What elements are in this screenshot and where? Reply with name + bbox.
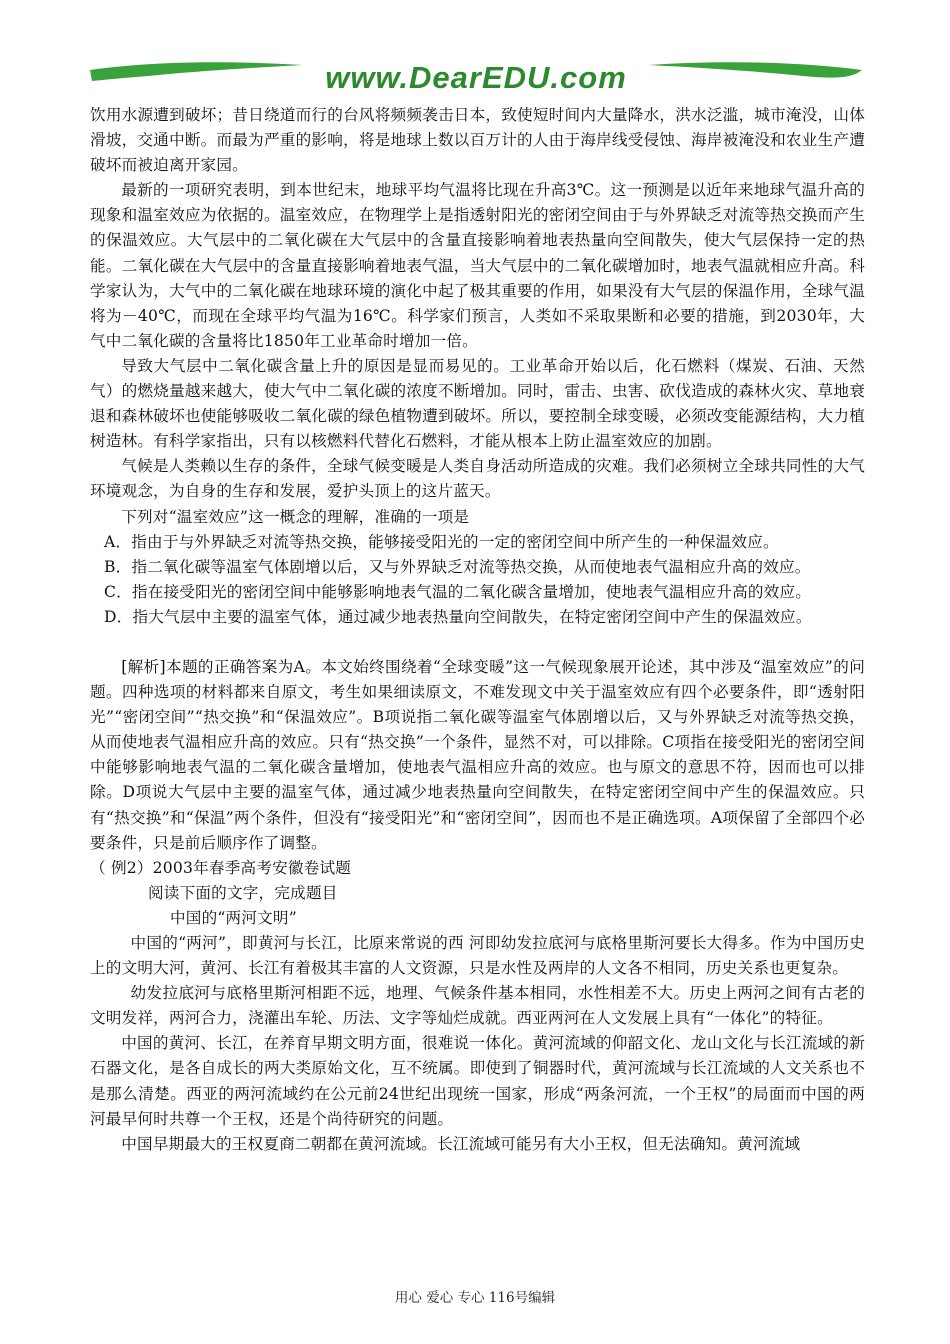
brush-stroke-left: [90, 62, 303, 81]
paragraph: 饮用水源遭到破坏；昔日绕道而行的台风将频频袭击日本，致使短时间内大量降水，洪水泛滥，城市淹没，山体滑坡，交通中断。而最为严重的影响，将是地球上数以百万计的人由于海岸线受侵蚀、海岸被淹没和农业生产遭破坏而被迫离开家园。: [90, 106, 865, 175]
paragraph: 幼发拉底河与底格里斯河相距不远，地理、气候条件基本相同，水性相差不大。历史上两河之间有古老的 文明发祥，两河合力，浇灌出车轮、历法、文字等灿烂成就。西亚两河在人文发展上具有“一体化”的特征。: [90, 984, 865, 1028]
article-body: [90, 103, 865, 1157]
header-banner: [88, 56, 864, 102]
example-instruction: 阅读下面的文字，完成题目: [148, 883, 338, 902]
example-title: 中国的“两河文明”: [170, 908, 297, 927]
question-stem: 下列对“温室效应”这一概念的理解，准确的一项是: [121, 507, 470, 526]
site-logo[interactable]: www.DearEDU.com: [325, 60, 627, 95]
page-footer: 用心 爱心 专心 116号编辑: [394, 1290, 556, 1306]
example-label: （ 例2）2003年春季高考安徽卷试题: [90, 858, 352, 877]
option-a: A．指由于与外界缺乏对流等热交换，能够接受阳光的一定的密闭空间中所产生的一种保温效应。: [104, 532, 779, 551]
paragraph: 导致大气层中二氧化碳含量上升的原因是显而易见的。工业革命开始以后，化石燃料（煤炭、石油、天然气）的燃烧量越来越大，使大气中二氧化碳的浓度不断增加。同时，雷击、虫害、砍伐造成的森林火灾、草地衰退和森林破坏也使能够吸收二氧化碳的绿色植物遭到破坏。所以，要控制全球变暖，必须改变能源结构，大力植树造林。有科学家指出，只有以核燃料代替化石燃料，才能从根本上防止温室效应的加剧。: [90, 356, 865, 451]
brush-stroke-right: [648, 62, 862, 77]
paragraph: 中国的黄河、长江，在养育早期文明方面，很难说一体化。黄河流域的仰韶文化、龙山文化与长江流域的新石器文化，是各自成长的两大类原始文化，互不统属。即使到了铜器时代，黄河流域与长江流域的人文关系也不是那么清楚。西亚的两河流域约在公元前24世纪出现统一国家，形成“两条河流，一个王权”的局面而中国的两河最早何时共尊一个王权，还是个尚待研究的问题。: [90, 1034, 865, 1128]
paragraph: 中国早期最大的王权夏商二朝都在黄河流域。长江流域可能另有大小王权，但无法确知。黄河流域: [121, 1134, 801, 1153]
spacer: [90, 630, 865, 655]
site-header: [88, 56, 864, 102]
paragraph: 最新的一项研究表明，到本世纪末，地球平均气温将比现在升高3℃。这一预测是以近年来地球气温升高的现象和温室效应为依据的。温室效应，在物理学上是指透射阳光的密闭空间由于与外界缺乏对流等热交换而产生的保温效应。大气层中的二氧化碳在大气层中的含量直接影响着地表热量向空间散失，使大气层保持一定的热能。二氧化碳在大气层中的含量直接影响着地表气温，当大气层中的二氧化碳增加时，地表气温就相应升高。科学家认为，大气中的二氧化碳在地球环境的演化中起了极其重要的作用，如果没有大气层的保温作用，全球气温将为－40℃，而现在全球平均气温为16℃。科学家们预言，人类如不采取果断和必要的措施，到2030年，大气中二氧化碳的含量将比1850年工业革命时增加一倍。: [90, 181, 865, 350]
paragraph: 气候是人类赖以生存的条件，全球气候变暖是人类自身活动所造成的灾难。我们必须树立全球共同性的大气环境观念，为自身的生存和发展，爱护头顶上的这片蓝天。: [90, 457, 865, 501]
option-c: C．指在接受阳光的密闭空间中能够影响地表气温的二氧化碳含量增加，使地表气温相应升高的效应。: [104, 582, 812, 601]
analysis: [解析]本题的正确答案为A。本文始终围绕着“全球变暖”这一气候现象展开论述，其中涉及“温室效应”的问题。四种选项的材料都来自原文，考生如果细读原文，不难发现文中关于温室效应有四个必要条件，即“透射阳光”“密闭空间”“热交换”和“保温效应”。B项说指二氧化碳等温室气体剧增以后，又与外界缺乏对流等热交换，从而使地表气温相应升高的效应。只有“热交换”一个条件，显然不对，可以排除。C项指在接受阳光的密闭空间中能够影响地表气温的二氧化碳含量增加，使地表气温相应升高的效应。也与原文的意思不符，因而也可以排除。D项说大气层中主要的温室气体，通过减少地表热量向空间散失，在特定密闭空间中产生的保温效应。只有“热交换”和“保温”两个条件，但没有“接受阳光”和“密闭空间”，因而也不是正确选项。A项保留了全部四个必要条件，只是前后顺序作了调整。: [90, 657, 865, 852]
option-d: D．指大气层中主要的温室气体，通过减少地表热量向空间散失，在特定密闭空间中产生的保温效应。: [104, 607, 812, 626]
option-b: B．指二氧化碳等温室气体剧增以后，又与外界缺乏对流等热交换，从而使地表气温相应升高的效应。: [104, 557, 811, 576]
paragraph: 中国的“两河”，即黄河与长江，比原来常说的西 河即幼发拉底河与底格里斯河要长大得多。作为中国历史上的文明大河，黄河、长江有着极其丰富的人文资源，只是水性及两岸的人文各不相同，历史关系也更复杂。: [90, 934, 865, 978]
